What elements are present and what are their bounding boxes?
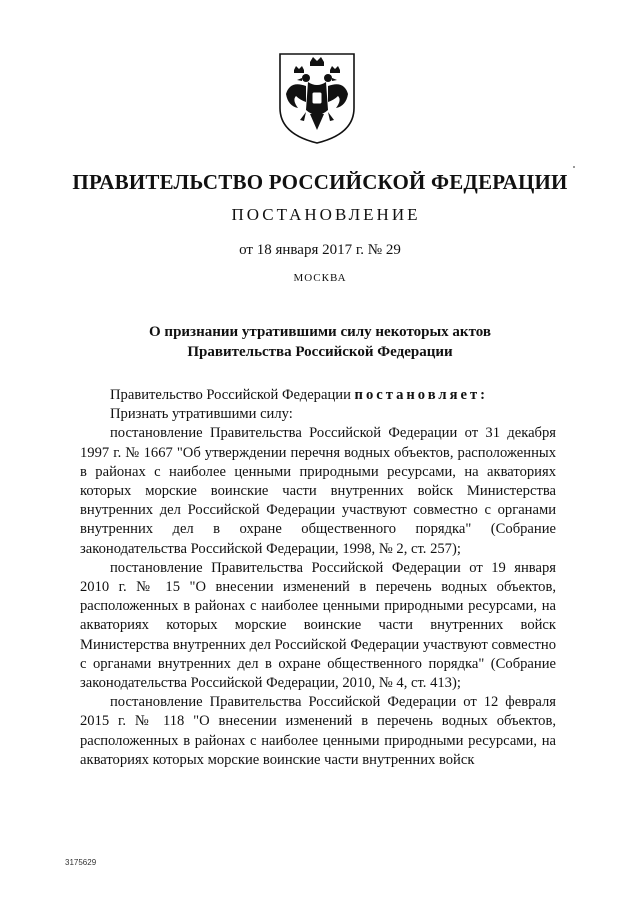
repealed-act-3: постановление Правительства Российской Федерации от 12 февраля 2015 г. № 118 "О внесении изменений в перечень водных объектов, расположенных в районах с наиболее ценными природными ресурсами, на акваториях которых морские воинские части внутренних войск (80, 694, 556, 768)
intro-text: Правительство Российской Федерации (110, 387, 355, 403)
scan-artifact (573, 166, 575, 168)
repealed-act-1: постановление Правительства Российской Федерации от 31 декабря 1997 г. № 1667 "Об утверждении перечня водных объектов, расположенных в районах с наиболее ценными природными ресурсами, на акваториях которых морские воинские части внутренних войск Министерства внутренних дел Российской Федерации участвуют совместно с органами внутренних дел в охране общественного порядка" (Собрание законодательства Российской Федерации, 1998, № 2, ст. 257); (80, 425, 556, 557)
document-code: 3175629 (65, 858, 97, 867)
coat-of-arms-icon (276, 50, 358, 146)
document-subject (0, 322, 640, 362)
recognize-paragraph: Признать утратившими силу: (110, 406, 293, 423)
repealed-act-2: постановление Правительства Российской Федерации от 19 января 2010 г. № 15 "О внесении изменений в перечень водных объектов, расположенных в районах с наиболее ценными природными ресурсами, на акваториях которых морские воинские части внутренних войск Министерства внутренних дел Российской Федерации участвуют совместно с органами внутренних дел в охране общественного порядка" (Собрание законодательства Российской Федерации, 2010, № 4, ст. 413); (80, 559, 556, 692)
city-label: МОСКВА (293, 272, 347, 284)
resolves-word: постановляет: (354, 387, 488, 403)
document-type: ПОСТАНОВЛЕНИЕ (231, 205, 421, 224)
subject-line-1: О признании утратившими силу некоторых актов (149, 324, 491, 340)
date-and-number: от 18 января 2017 г. № 29 (239, 242, 401, 258)
government-title: ПРАВИТЕЛЬСТВО РОССИЙСКОЙ ФЕДЕРАЦИИ (72, 170, 568, 194)
subject-line-2: Правительства Российской Федерации (187, 344, 453, 360)
document-body (80, 386, 556, 770)
intro-paragraph (80, 386, 556, 405)
